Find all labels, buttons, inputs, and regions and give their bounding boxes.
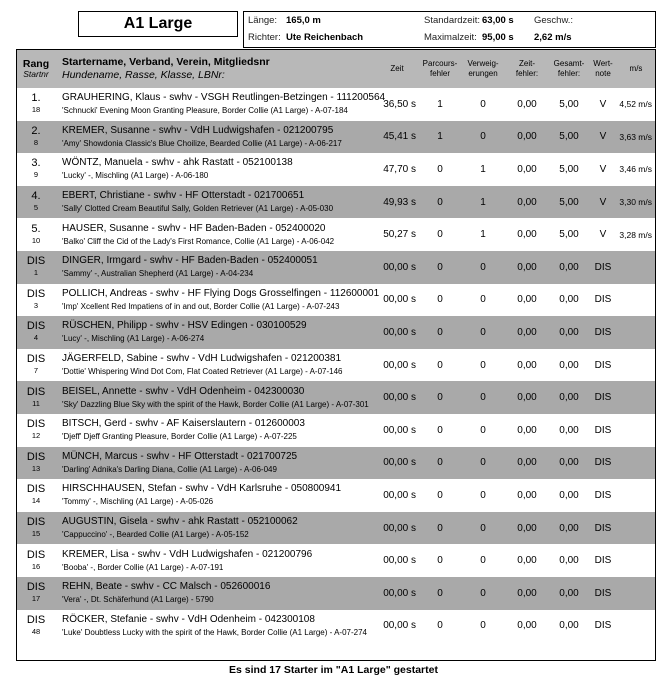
- rank-cell: [16, 121, 56, 154]
- refusals-cell: 0: [480, 522, 486, 534]
- time-cell: 00,00 s: [383, 555, 416, 567]
- handler-info: KREMER, Lisa - swhv - VdH Ludwigshafen - 021200796: [62, 548, 313, 560]
- refusals-cell: 0: [480, 294, 486, 306]
- speed-cell: [616, 512, 656, 545]
- grade-cell: V: [599, 98, 607, 110]
- start-number: 17: [31, 594, 41, 604]
- handler-info: MÜNCH, Marcus - swhv - HF Otterstadt - 021700725: [62, 450, 298, 462]
- total-faults-cell: 0,00: [559, 392, 579, 404]
- total-faults-cell: 0,00: [559, 522, 579, 534]
- name-cell: [56, 381, 374, 414]
- start-number: 5: [33, 203, 39, 213]
- time-faults-cell: 0,00: [517, 98, 537, 110]
- rank: 2.: [31, 124, 41, 137]
- table-row: [16, 414, 656, 447]
- refusals-cell: 1: [480, 196, 486, 208]
- name-cell: [56, 577, 374, 610]
- course-faults-cell: 0: [437, 359, 443, 371]
- rank-cell: [16, 577, 56, 610]
- rank-cell: [16, 218, 56, 251]
- speed-cell: [616, 251, 656, 284]
- rank-cell: [16, 479, 56, 512]
- total-faults-cell: 5,00: [559, 163, 579, 175]
- time-cell: 36,50 s: [383, 98, 416, 110]
- speed-label: Geschw.:: [534, 15, 574, 26]
- dog-info: 'Lucy' -, Mischling (A1 Large) - A-06-274: [62, 334, 205, 344]
- dog-info: 'Tommy' -, Mischling (A1 Large) - A-05-026: [62, 497, 214, 507]
- start-number: 16: [31, 561, 41, 571]
- handler-info: EBERT, Christiane - swhv - HF Otterstadt - 021700651: [62, 190, 305, 202]
- grade-cell: DIS: [594, 457, 612, 469]
- grade-cell: DIS: [594, 489, 612, 501]
- refusals-cell: 0: [480, 457, 486, 469]
- speed-cell: [616, 316, 656, 349]
- course-faults-cell: 1: [437, 131, 443, 143]
- speed-cell: [616, 414, 656, 447]
- dog-info: 'Cappuccino' -, Bearded Collie (A1 Large) - A-05-152: [62, 530, 249, 540]
- total-faults-cell: 0,00: [559, 620, 579, 632]
- table-row: [16, 251, 656, 284]
- max-time-label: Maximalzeit:: [424, 32, 477, 43]
- max-time-value: 95,00 s: [482, 32, 514, 43]
- rank: 5.: [31, 222, 41, 235]
- header-time-faults: Zeit- fehler:: [515, 58, 539, 78]
- start-number: 8: [33, 137, 39, 147]
- time-cell: 47,70 s: [383, 163, 416, 175]
- start-number: 11: [32, 398, 40, 408]
- table-row: [16, 610, 656, 643]
- rank-cell: [16, 186, 56, 219]
- time-cell: 00,00 s: [383, 359, 416, 371]
- standard-time-label: Standardzeit:: [424, 15, 480, 26]
- dog-info: 'Vera' -, Dt. Schäferhund (A1 Large) - 5790: [62, 595, 214, 605]
- handler-info: AUGUSTIN, Gisela - swhv - ahk Rastatt - 052100062: [62, 516, 298, 528]
- refusals-cell: 0: [480, 98, 486, 110]
- total-faults-cell: 0,00: [559, 424, 579, 436]
- total-faults-cell: 0,00: [559, 555, 579, 567]
- start-number: 7: [33, 366, 39, 376]
- dog-info: 'Schnucki' Evening Moon Granting Pleasure, Border Collie (A1 Large) - A-07-184: [62, 106, 348, 116]
- course-faults-cell: 0: [437, 392, 443, 404]
- rank: DIS: [26, 353, 46, 366]
- speed-cell: 3,63 m/s: [619, 131, 652, 142]
- rank-cell: [16, 610, 56, 643]
- name-cell: [56, 349, 374, 382]
- time-faults-cell: 0,00: [517, 294, 537, 306]
- results-table: [16, 49, 656, 642]
- course-faults-cell: 1: [437, 98, 443, 110]
- time-faults-cell: 0,00: [517, 392, 537, 404]
- dog-info: 'Sally' Clotted Cream Beautiful Sally, Golden Retriever (A1 Large) - A-05-030: [62, 204, 334, 214]
- time-cell: 45,41 s: [383, 131, 416, 143]
- time-faults-cell: 0,00: [517, 555, 537, 567]
- handler-info: REHN, Beate - swhv - CC Malsch - 052600016: [62, 581, 271, 593]
- rank: 1.: [31, 92, 41, 105]
- refusals-cell: 0: [480, 261, 486, 273]
- handler-info: HAUSER, Susanne - swhv - HF Baden-Baden - 052400020: [62, 222, 326, 234]
- course-faults-cell: 0: [437, 522, 443, 534]
- refusals-cell: 0: [480, 326, 486, 338]
- header-grade: Wert- note: [593, 58, 613, 78]
- total-faults-cell: 0,00: [559, 587, 579, 599]
- dog-info: 'Djeff' Djeff Granting Pleasure, Border Collie (A1 Large) - A-07-225: [62, 432, 297, 442]
- speed-cell: 4,52 m/s: [619, 99, 652, 110]
- grade-cell: DIS: [594, 359, 612, 371]
- speed-cell: [616, 381, 656, 414]
- time-faults-cell: 0,00: [517, 620, 537, 632]
- judge-label: Richter:: [248, 32, 281, 43]
- rank: DIS: [26, 385, 46, 398]
- header-name: Startername, Verband, Verein, Mitgliedsnr Hundename, Rasse, Klasse, LBNr:: [62, 55, 270, 81]
- course-info: [243, 11, 656, 48]
- speed-cell: [616, 610, 656, 643]
- footer-summary: Es sind 17 Starter im "A1 Large" gestartet: [229, 664, 438, 676]
- class-title: A1 Large: [78, 11, 238, 37]
- speed-cell: 3,30 m/s: [619, 197, 652, 208]
- dog-info: 'Darling' Adnika's Darling Diana, Collie (A1 Large) - A-06-049: [62, 464, 277, 474]
- time-faults-cell: 0,00: [517, 489, 537, 501]
- time-cell: 00,00 s: [383, 261, 416, 273]
- time-faults-cell: 0,00: [517, 359, 537, 371]
- refusals-cell: 0: [480, 489, 486, 501]
- rank: DIS: [26, 548, 46, 561]
- time-faults-cell: 0,00: [517, 424, 537, 436]
- table-row: [16, 577, 656, 610]
- judge-value: Ute Reichenbach: [286, 32, 364, 43]
- rank-cell: [16, 381, 56, 414]
- refusals-cell: 1: [480, 163, 486, 175]
- start-number: 15: [31, 529, 41, 539]
- rank: 3.: [31, 157, 41, 170]
- total-faults-cell: 0,00: [559, 261, 579, 273]
- grade-cell: V: [599, 163, 607, 175]
- refusals-cell: 1: [480, 229, 486, 241]
- start-number: 1: [33, 268, 39, 278]
- table-row: [16, 512, 656, 545]
- speed-cell: [616, 479, 656, 512]
- time-cell: 00,00 s: [383, 294, 416, 306]
- refusals-cell: 0: [480, 620, 486, 632]
- speed-cell: [616, 284, 656, 317]
- name-cell: [56, 447, 374, 480]
- rank-cell: [16, 544, 56, 577]
- start-number: 13: [31, 463, 41, 473]
- rank: DIS: [26, 613, 46, 626]
- rank: DIS: [26, 483, 46, 496]
- course-faults-cell: 0: [437, 457, 443, 469]
- name-cell: [56, 153, 374, 186]
- rank-cell: [16, 153, 56, 186]
- name-cell: [56, 284, 380, 317]
- handler-info: RÜSCHEN, Philipp - swhv - HSV Edingen - 030100529: [62, 320, 307, 332]
- course-faults-cell: 0: [437, 620, 443, 632]
- total-faults-cell: 5,00: [559, 229, 579, 241]
- rank-cell: [16, 88, 56, 121]
- dog-info: 'Sammy' -, Australian Shepherd (A1 Large) - A-04-234: [62, 269, 254, 279]
- grade-cell: DIS: [594, 326, 612, 338]
- rank: DIS: [26, 287, 46, 300]
- refusals-cell: 0: [480, 131, 486, 143]
- course-faults-cell: 0: [437, 587, 443, 599]
- dog-info: 'Luke' Doubtless Lucky with the spirit of the Hawk, Border Collie (A1 Large) - A-07-274: [62, 627, 367, 637]
- dog-info: 'Dottie' Whispering Wind Dot Com, Flat Coated Retriever (A1 Large) - A-07-146: [62, 367, 343, 377]
- table-row: [16, 218, 656, 251]
- time-faults-cell: 0,00: [517, 522, 537, 534]
- rank-cell: [16, 316, 56, 349]
- header-refusals: Verweig- erungen: [467, 58, 499, 78]
- speed-cell: [616, 544, 656, 577]
- header-course-faults: Parcours- fehler: [422, 58, 458, 78]
- name-cell: [56, 251, 374, 284]
- handler-info: DINGER, Irmgard - swhv - HF Baden-Baden - 052400051: [62, 255, 318, 267]
- rank: DIS: [26, 418, 46, 431]
- time-cell: 00,00 s: [383, 326, 416, 338]
- time-cell: 00,00 s: [383, 489, 416, 501]
- handler-info: BEISEL, Annette - swhv - VdH Odenheim - 042300030: [62, 385, 305, 397]
- speed-cell: [616, 577, 656, 610]
- rank-cell: [16, 512, 56, 545]
- time-cell: 50,27 s: [383, 229, 416, 241]
- rank: DIS: [26, 450, 46, 463]
- start-number: 12: [31, 431, 41, 441]
- handler-info: POLLICH, Andreas - swhv - HF Flying Dogs Grosselfingen - 112600001: [62, 287, 380, 299]
- course-faults-cell: 0: [437, 261, 443, 273]
- speed-cell: [616, 349, 656, 382]
- header-speed: m/s: [629, 63, 643, 73]
- course-faults-cell: 0: [437, 229, 443, 241]
- course-faults-cell: 0: [437, 196, 443, 208]
- refusals-cell: 0: [480, 424, 486, 436]
- total-faults-cell: 0,00: [559, 326, 579, 338]
- grade-cell: DIS: [594, 522, 612, 534]
- speed-cell: 3,28 m/s: [619, 229, 652, 240]
- rank: DIS: [26, 320, 46, 333]
- table-row: [16, 349, 656, 382]
- handler-info: HIRSCHHAUSEN, Stefan - swhv - VdH Karlsruhe - 050800941: [62, 483, 342, 495]
- grade-cell: V: [599, 196, 607, 208]
- table-row: [16, 479, 656, 512]
- grade-cell: DIS: [594, 555, 612, 567]
- time-cell: 00,00 s: [383, 522, 416, 534]
- refusals-cell: 0: [480, 392, 486, 404]
- name-cell: [56, 479, 374, 512]
- time-faults-cell: 0,00: [517, 163, 537, 175]
- handler-info: KREMER, Susanne - swhv - VdH Ludwigshafen - 021200795: [62, 124, 334, 136]
- start-number: 18: [31, 105, 41, 115]
- header-rank: Rang Startnr: [22, 57, 50, 79]
- dog-info: 'Lucky' -, Mischling (A1 Large) - A-06-180: [62, 171, 209, 181]
- time-cell: 00,00 s: [383, 587, 416, 599]
- name-cell: [56, 121, 374, 154]
- time-cell: 00,00 s: [383, 424, 416, 436]
- handler-info: WÖNTZ, Manuela - swhv - ahk Rastatt - 052100138: [62, 157, 293, 169]
- dog-info: 'Sky' Dazzling Blue Sky with the spirit of the Hawk, Border Collie (A1 Large) - A-07-301: [62, 399, 369, 409]
- time-faults-cell: 0,00: [517, 131, 537, 143]
- course-faults-cell: 0: [437, 555, 443, 567]
- speed-value: 2,62 m/s: [534, 32, 572, 43]
- rank-cell: [16, 284, 56, 317]
- table-row: [16, 186, 656, 219]
- name-cell: [56, 544, 374, 577]
- total-faults-cell: 5,00: [559, 131, 579, 143]
- table-header: [16, 49, 656, 88]
- time-faults-cell: 0,00: [517, 196, 537, 208]
- table-row: [16, 121, 656, 154]
- name-cell: [56, 414, 374, 447]
- table-row: [16, 284, 656, 317]
- total-faults-cell: 0,00: [559, 294, 579, 306]
- start-number: 14: [31, 496, 41, 506]
- grade-cell: DIS: [594, 392, 612, 404]
- refusals-cell: 0: [480, 587, 486, 599]
- start-number: 3: [33, 300, 39, 310]
- grade-cell: DIS: [594, 294, 612, 306]
- name-cell: [56, 316, 374, 349]
- grade-cell: V: [599, 131, 607, 143]
- length-value: 165,0 m: [286, 15, 321, 26]
- rank: DIS: [26, 255, 46, 268]
- time-faults-cell: 0,00: [517, 326, 537, 338]
- standard-time-value: 63,00 s: [482, 15, 514, 26]
- start-number: 9: [33, 170, 39, 180]
- rank-cell: [16, 447, 56, 480]
- rank-cell: [16, 414, 56, 447]
- grade-cell: DIS: [594, 620, 612, 632]
- grade-cell: DIS: [594, 587, 612, 599]
- name-cell: [56, 610, 374, 643]
- table-row: [16, 381, 656, 414]
- total-faults-cell: 5,00: [559, 98, 579, 110]
- total-faults-cell: 0,00: [559, 457, 579, 469]
- handler-info: GRAUHERING, Klaus - swhv - VSGH Reutlingen-Betzingen - 111200564: [62, 92, 386, 104]
- length-label: Länge:: [248, 15, 278, 26]
- refusals-cell: 0: [480, 555, 486, 567]
- table-row: [16, 447, 656, 480]
- name-cell: [56, 186, 374, 219]
- course-faults-cell: 0: [437, 489, 443, 501]
- dog-info: 'Imp' Xcellent Red Impatiens of in and out, Border Collie (A1 Large) - A-07-243: [62, 301, 340, 311]
- total-faults-cell: 0,00: [559, 359, 579, 371]
- table-row: [16, 544, 656, 577]
- total-faults-cell: 5,00: [559, 196, 579, 208]
- start-number: 48: [31, 626, 41, 636]
- time-cell: 00,00 s: [383, 457, 416, 469]
- total-faults-cell: 0,00: [559, 489, 579, 501]
- dog-info: 'Balko' Cliff the Cid of the Lady's First Romance, Collie (A1 Large) - A-06-042: [62, 236, 335, 246]
- name-cell: [56, 218, 374, 251]
- rank: DIS: [26, 516, 46, 529]
- table-row: [16, 316, 656, 349]
- header-time: Zeit: [390, 63, 404, 73]
- speed-cell: [616, 447, 656, 480]
- name-cell: [56, 88, 386, 121]
- rank: 4.: [31, 190, 41, 203]
- handler-info: RÖCKER, Stefanie - swhv - VdH Odenheim - 042300108: [62, 613, 315, 625]
- time-faults-cell: 0,00: [517, 229, 537, 241]
- course-faults-cell: 0: [437, 424, 443, 436]
- start-number: 10: [31, 235, 41, 245]
- table-row: [16, 153, 656, 186]
- rank-cell: [16, 349, 56, 382]
- course-faults-cell: 0: [437, 163, 443, 175]
- time-cell: 49,93 s: [383, 196, 416, 208]
- rank-cell: [16, 251, 56, 284]
- time-faults-cell: 0,00: [517, 587, 537, 599]
- time-faults-cell: 0,00: [517, 457, 537, 469]
- dog-info: 'Booba' -, Border Collie (A1 Large) - A-07-191: [62, 562, 224, 572]
- handler-info: JÄGERFELD, Sabine - swhv - VdH Ludwigshafen - 021200381: [62, 353, 342, 365]
- header-total-faults: Gesamt- fehler:: [553, 58, 585, 78]
- refusals-cell: 0: [480, 359, 486, 371]
- grade-cell: V: [599, 229, 607, 241]
- grade-cell: DIS: [594, 261, 612, 273]
- rank: DIS: [26, 581, 46, 594]
- time-faults-cell: 0,00: [517, 261, 537, 273]
- course-faults-cell: 0: [437, 326, 443, 338]
- name-cell: [56, 512, 374, 545]
- course-faults-cell: 0: [437, 294, 443, 306]
- start-number: 4: [33, 333, 39, 343]
- speed-cell: 3,46 m/s: [619, 164, 652, 175]
- grade-cell: DIS: [594, 424, 612, 436]
- table-row: [16, 88, 656, 121]
- time-cell: 00,00 s: [383, 392, 416, 404]
- time-cell: 00,00 s: [383, 620, 416, 632]
- dog-info: 'Amy' Showdonia Classic's Blue Choilize, Bearded Collie (A1 Large) - A-06-217: [62, 138, 342, 148]
- handler-info: BITSCH, Gerd - swhv - AF Kaiserslautern - 012600003: [62, 418, 305, 430]
